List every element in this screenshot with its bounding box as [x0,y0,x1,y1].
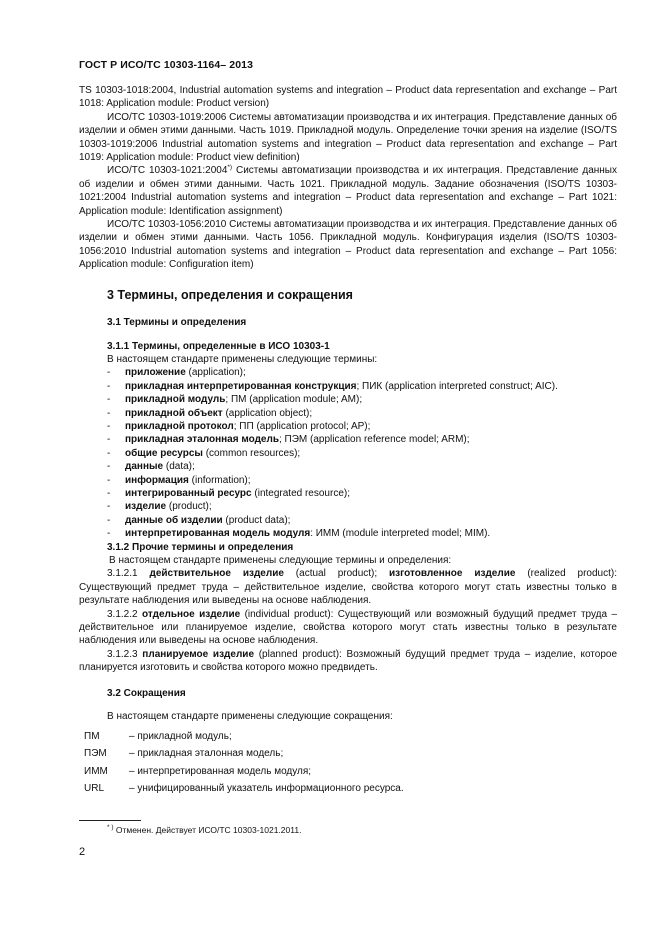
abbreviations-intro: В настоящем стандарте применены следующие сокращения: [107,711,393,723]
list-item: - интерпретированная модель модуля: ИММ (module interpreted model; MIM). [107,528,491,540]
subsection-3-1-2-heading: 3.1.2 Прочие термины и определения [107,541,294,553]
list-item: - информация (information); [107,474,251,486]
definition-3-1-2-2: 3.1.2.2 отдельное изделие (individual product): Существующий или возможный будущий предмет труда – действительное или планируемое изделие, свойства которого могут стать известны только в результате наблюдения или выведены на основе наблюдения. [79,608,617,647]
list-item: - данные об изделии (product data); [107,514,291,526]
list-item: - прикладной модуль; ПМ (application module; AM); [107,394,363,406]
list-item: - данные (data); [107,461,195,473]
table-row: URL – унифицированный указатель информационного ресурса. [84,783,404,795]
list-item: - интегрированный ресурс (integrated resource); [107,487,350,499]
subsection-3-1-1-heading: 3.1.1 Термины, определенные в ИСО 10303-1 [107,340,330,352]
table-row: ПМ – прикладной модуль; [84,730,232,742]
table-row: ПЭМ – прикладная эталонная модель; [84,748,284,760]
subsection-3-1-heading: 3.1 Термины и определения [107,317,247,329]
table-row: ИММ – интерпретированная модель модуля; [84,765,312,777]
list-item: - общие ресурсы (common resources); [107,447,301,459]
reference-1021: ИСО/ТС 10303-1021:2004*) Системы автоматизации производства и их интеграция. Представление данных об изделии и обмен этими данными. Часть 1021. Прикладной модуль. Задание обозначения (ISO/TS 10303-1021:2004 Industrial automation systems and integration – Product data representation and exchange – Part 1021: Application module: Identification assignment) [79,164,617,217]
terms-list [79,366,617,540]
subsection-3-2-heading: 3.2 Сокращения [107,687,186,699]
list-item: - изделие (product); [107,501,212,513]
footnote-divider [79,820,141,821]
reference-1056: ИСО/ТС 10303-1056:2010 Системы автоматизации производства и их интеграция. Представление данных об изделии и обмен этими данными. Часть 1056. Прикладной модуль. Конфигурация изделия (ISO/TS 10303-1056:2010 Industrial automation systems and integration – Product data representation and exchange – Part 1056: Application module: Configuration item) [79,219,617,271]
definitions-intro: В настоящем стандарте применены следующие термины и определения: [109,555,452,566]
reference-1018: TS 10303-1018:2004, Industrial automation systems and integration – Product data representation and exchange – Part 1018: Application module: Product version) [79,85,617,110]
section-3-heading: 3 Термины, определения и сокращения [107,287,353,302]
page-number: 2 [79,846,86,858]
footnote: * ) Отменен. Действует ИСО/ТС 10303-1021.2011. [107,824,302,835]
list-item: - прикладной объект (application object); [107,407,313,419]
footnote-marker: *) [227,164,233,172]
list-item: - прикладная интерпретированная конструкция; ПИК (application interpreted construct; AIC). [107,380,558,392]
definition-3-1-2-3: 3.1.2.3 планируемое изделие (planned product): Возможный будущий предмет труда – изделие, которое планируется изготовить и свойства которого можно предвидеть. [79,648,618,674]
terms-intro: В настоящем стандарте применены следующие термины: [107,353,378,365]
abbreviations-table [79,727,617,797]
page-header: ГОСТ Р ИСО/ТС 10303-1164– 2013 [79,59,254,71]
definition-3-1-2-1: 3.1.2.1 действительное изделие (actual product); изготовленное изделие (realized product): Существующий предмет труда – действительное изделие, свойства которого могут стать известны только в результате наблюдения или выведены на основе наблюдения. [79,568,618,607]
list-item: - прикладная эталонная модель; ПЭМ (application reference model; ARM); [107,434,470,446]
document-body [79,84,617,797]
list-item: - приложение (application); [107,367,246,379]
reference-1019: ИСО/ТС 10303-1019:2006 Системы автоматизации производства и их интеграция. Представление данных об изделии и обмен этими данными. Часть 1019. Прикладной модуль. Определение точки зрения на изделие (ISO/TS 10303-1019:2006 Industrial automation systems and integration – Product data representation and exchange – Part 1019: Application module: Product view definition) [79,111,617,164]
list-item: - прикладной протокол; ПП (application protocol; AP); [107,420,371,432]
